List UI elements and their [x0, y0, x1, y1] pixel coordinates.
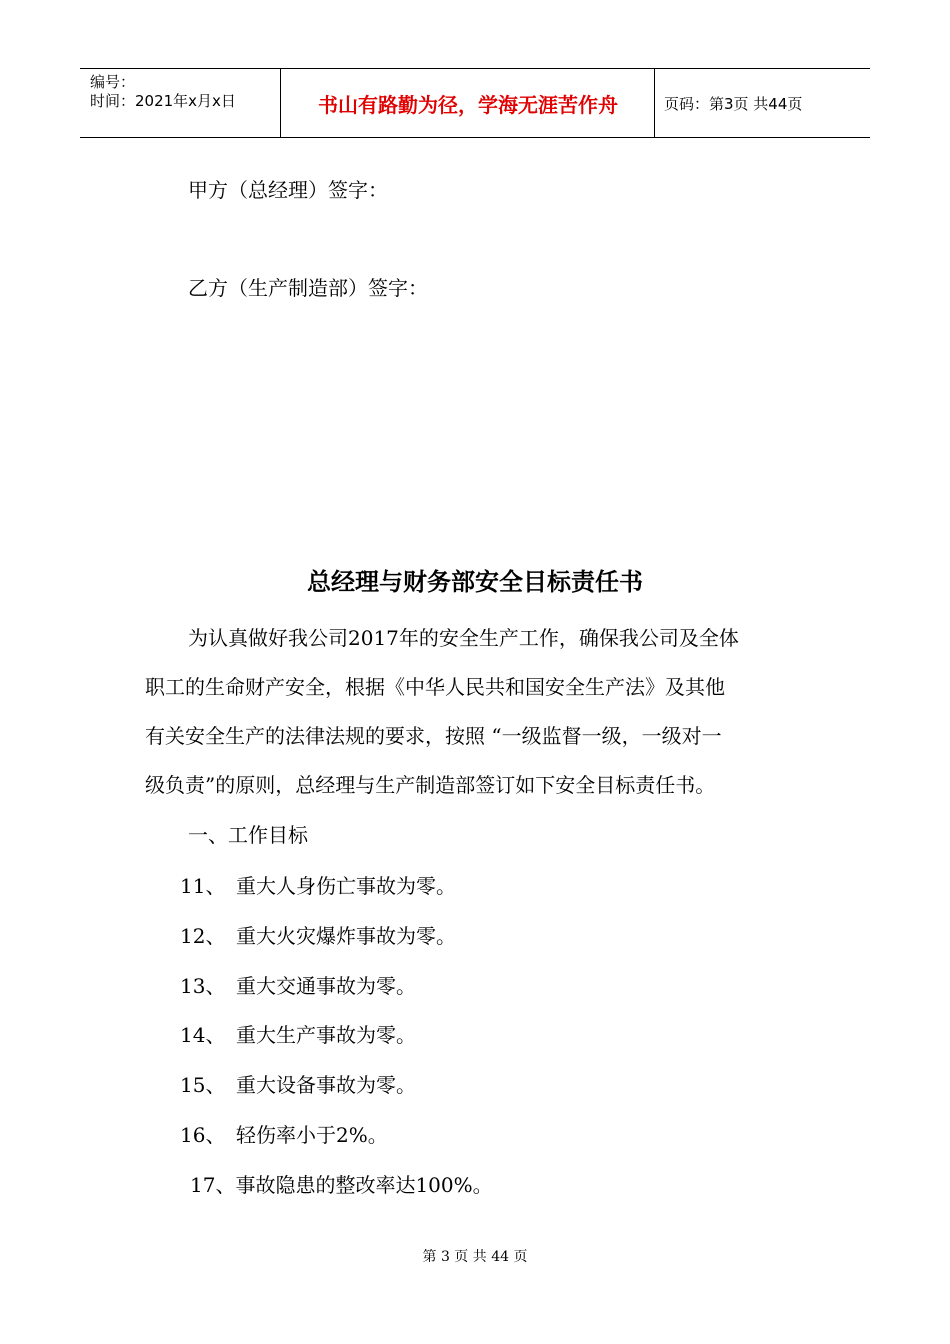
goal-text: 重大交通事故为零。 — [236, 974, 416, 998]
goal-text: 17、事故隐患的整改率达100%。 — [190, 1173, 493, 1197]
goal-text: 重大设备事故为零。 — [236, 1073, 416, 1097]
signature-party-a: 甲方（总经理）签字： — [188, 178, 388, 202]
goal-text: 重大火灾爆炸事故为零。 — [236, 924, 456, 948]
intro-line: 级负责”的原则，总经理与生产制造部签订如下安全目标责任书。 — [145, 773, 716, 797]
page-footer: 第 3 页 共 44 页 — [422, 1249, 528, 1265]
header-meta — [80, 69, 280, 137]
goal-number: 14、 — [180, 1023, 226, 1047]
header-motto: 书山有路勤为径，学海无涯苦作舟 — [318, 92, 618, 117]
number-label: 编号： — [90, 73, 136, 91]
intro-line: 为认真做好我公司2017年的安全生产工作，确保我公司及全体 — [188, 626, 739, 650]
signature-party-b: 乙方（生产制造部）签字： — [188, 276, 428, 300]
goal-text: 轻伤率小于2%。 — [236, 1123, 388, 1147]
section-heading: 一、工作目标 — [188, 823, 308, 847]
intro-line: 有关安全生产的法律法规的要求，按照 “一级监督一级，一级对一 — [145, 724, 722, 748]
document-header — [80, 68, 870, 138]
page-title: 总经理与财务部安全目标责任书 — [307, 568, 643, 596]
header-divider — [654, 69, 655, 137]
goal-text: 重大生产事故为零。 — [236, 1023, 416, 1047]
date-label: 时间：2021年x月x日 — [90, 92, 236, 110]
goal-text: 重大人身伤亡事故为零。 — [236, 874, 456, 898]
goal-number: 15、 — [180, 1073, 226, 1097]
goal-number: 13、 — [180, 974, 226, 998]
goal-number: 12、 — [180, 924, 226, 948]
header-page-info: 页码：第3页 共44页 — [664, 94, 803, 113]
intro-line: 职工的生命财产安全，根据《中华人民共和国安全生产法》及其他 — [145, 675, 725, 699]
header-divider — [280, 69, 281, 137]
goal-number: 11、 — [180, 874, 226, 898]
goal-number: 16、 — [180, 1123, 226, 1147]
